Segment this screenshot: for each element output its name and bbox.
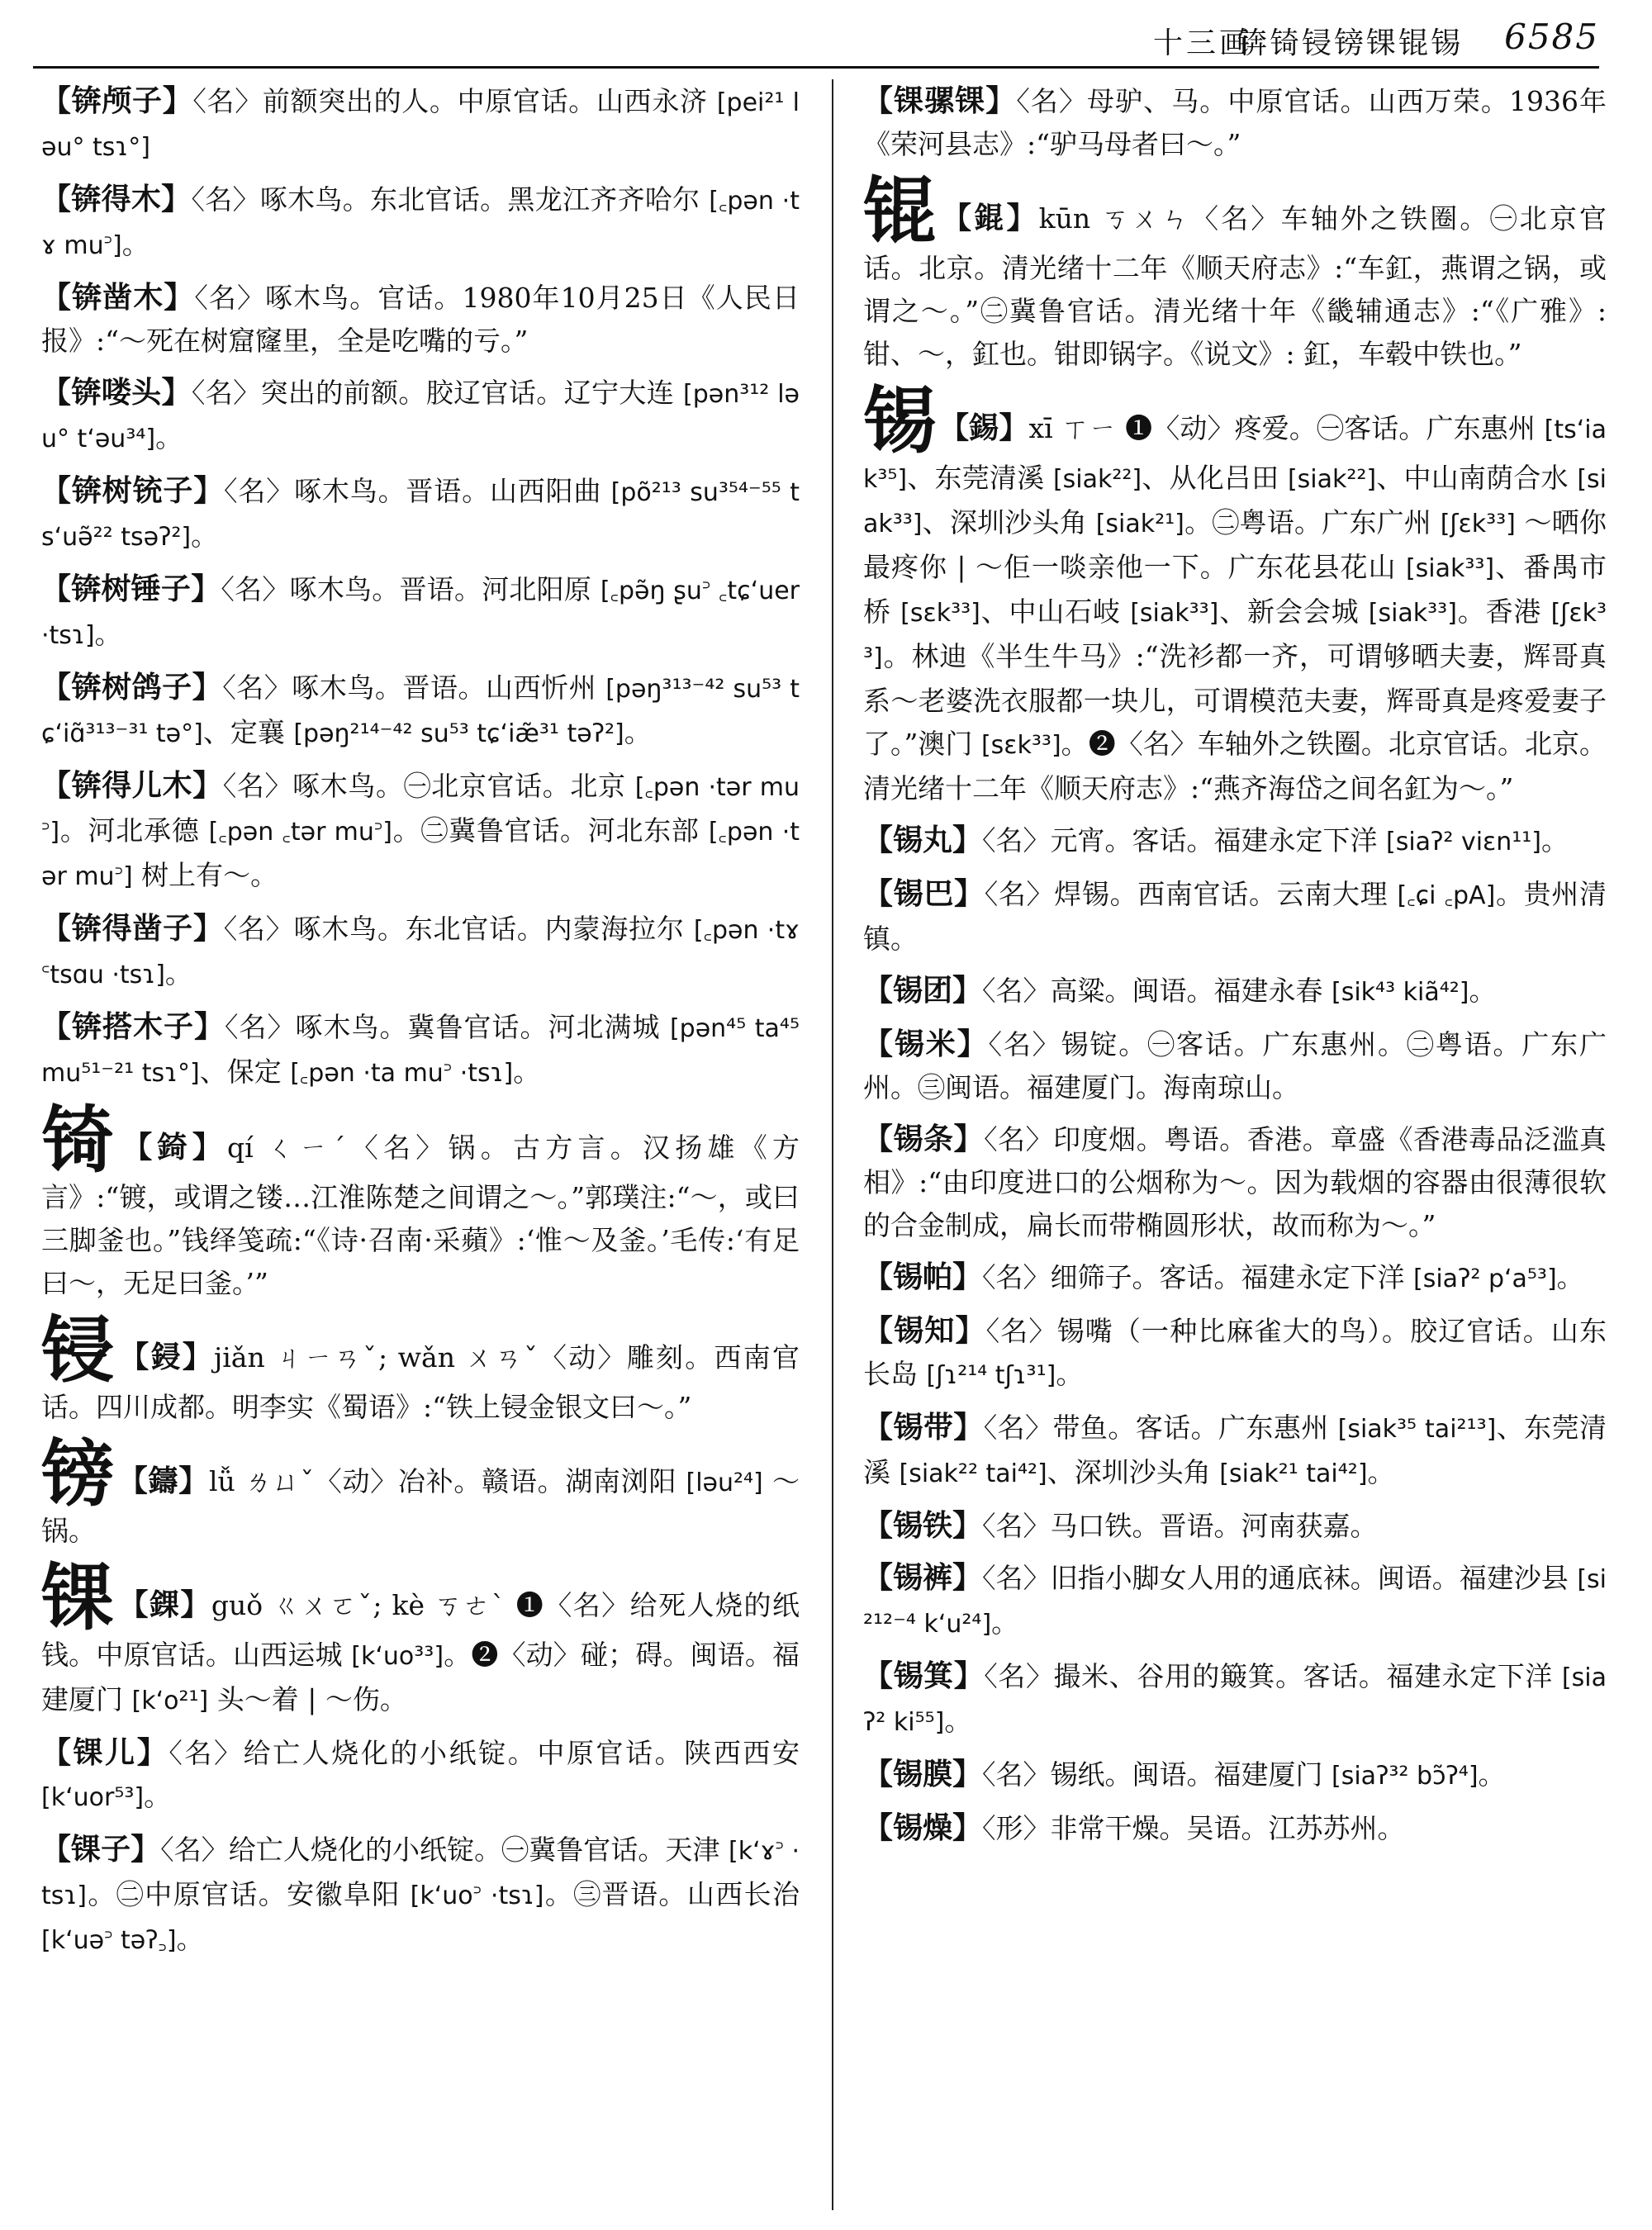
stroke-section-label: 十三画 bbox=[1152, 26, 1252, 60]
left-column bbox=[41, 79, 800, 2218]
entry-qi-head: 锜 【錡】qí ㄑㄧˊ〈名〉锅。古方言。汉扬雄《方言》:“镀，或谓之镂…江淮陈楚之间谓之～。”郭璞注:“～，或曰三脚釜也。”钱绎笺疏:“《诗·召南·采蘋》:‘惟～及釜。’毛传:‘有足曰～，无足曰釜。’” bbox=[41, 1097, 800, 1299]
entry-pen-de-mu: 【锛得木】〈名〉啄木鸟。东北官话。黑龙江齐齐哈尔 [꜀pən ·tɤ mu꜄]。 bbox=[41, 182, 800, 260]
entry-ke-er: 【锞儿】〈名〉给亡人烧化的小纸锭。中原官话。陕西西安 [k‘uor⁵³]。 bbox=[41, 1735, 800, 1812]
running-header bbox=[33, 15, 1599, 69]
entry-xi-tie: 【锡铁】〈名〉马口铁。晋语。河南获嘉。 bbox=[863, 1508, 1378, 1543]
entry-pen-shu-chong-zi: 【锛树铳子】〈名〉啄木鸟。晋语。山西阳曲 [põ²¹³ su³⁵⁴⁻⁵⁵ ts‘uə̃²² tsəʔ²]。 bbox=[41, 473, 800, 552]
entry-pen-de-er-mu: 【锛得儿木】〈名〉啄木鸟。㊀北京官话。北京 [꜀pən ·tər mu꜄]。河北承德 [꜀pən ꜀tər mu꜄]。㊁冀鲁官话。河北东部 [꜀pən ·tər mu꜄] 树上有～。 bbox=[41, 768, 800, 891]
entry-xi-ji: 【锡箕】〈名〉撮米、谷用的簸箕。客话。福建永定下洋 [siaʔ² ki⁵⁵]。 bbox=[863, 1658, 1607, 1737]
entry-xi-pa: 【锡帕】〈名〉细筛子。客话。福建永定下洋 [siaʔ² p‘a⁵³]。 bbox=[863, 1260, 1584, 1294]
entry-xi-tuan: 【锡团】〈名〉高粱。闽语。福建永春 [sik⁴³ kiã⁴²]。 bbox=[863, 973, 1497, 1008]
entry-xi-dai: 【锡带】〈名〉带鱼。客话。广东惠州 [siak³⁵ tai²¹³]、东莞清溪 [siak²² tai⁴²]、深圳沙头角 [siak²¹ tai⁴²]。 bbox=[863, 1410, 1607, 1488]
entry-pen-shu-chui-zi: 【锛树锤子】〈名〉啄木鸟。晋语。河北阳原 [꜀pə̃ŋ ʂu꜄ ꜀tɕ‘uer ·tsɿ]。 bbox=[41, 572, 800, 650]
entry-pen-lou-tou: 【锛喽头】〈名〉突出的前额。胶辽官话。辽宁大连 [pən³¹² ləu° t‘əu³⁴]。 bbox=[41, 375, 800, 453]
entry-xi-zhi: 【锡知】〈名〉锡嘴（一种比麻雀大的鸟）。胶辽官话。山东长岛 [ʃɿ²¹⁴ tʃɿ³¹]。 bbox=[863, 1313, 1607, 1390]
entry-xi-zao: 【锡燥】〈形〉非常干燥。吴语。江苏苏州。 bbox=[863, 1810, 1405, 1845]
entry-jian-head: 锓 【鋟】jiǎn ㄐㄧㄢˇ; wǎn ㄨㄢˇ〈动〉雕刻。西南官话。四川成都。明李实《蜀语》:“铁上锓金银文曰～。” bbox=[41, 1307, 800, 1423]
entry-xi-wan: 【锡丸】〈名〉元宵。客话。福建永定下洋 [siaʔ² viɛn¹¹]。 bbox=[863, 823, 1569, 857]
entry-ke-zi: 【锞子】〈名〉给亡人烧化的小纸锭。㊀冀鲁官话。天津 [k‘ɤ꜄ ·tsɿ]。㊁中原官话。安徽阜阳 [k‘uo꜄ ·tsɿ]。㊂晋语。山西长治 [k‘uə꜄ təʔ꜆]。 bbox=[41, 1832, 800, 1955]
entry-pen-zao-mu: 【锛凿木】〈名〉啄木鸟。官话。1980年10月25日《人民日报》:“～死在树窟窿里，全是吃嘴的亏。” bbox=[41, 280, 800, 357]
entry-xi-mo: 【锡膜】〈名〉锡纸。闽语。福建厦门 [siaʔ³² bɔ̃ʔ⁴]。 bbox=[863, 1757, 1506, 1791]
entry-xi-ba: 【锡巴】〈名〉焊锡。西南官话。云南大理 [꜀ɕi ꜀pA]。贵州清镇。 bbox=[863, 876, 1607, 955]
entry-pen-da-mu-zi: 【锛搭木子】〈名〉啄木鸟。冀鲁官话。河北满城 [pən⁴⁵ ta⁴⁵ mu⁵¹⁻²¹ tsɿ°]、保定 [꜀pən ·ta mu꜄ ·tsɿ]。 bbox=[41, 1009, 800, 1088]
entry-pen-de-zao-zi: 【锛得凿子】〈名〉啄木鸟。东北官话。内蒙海拉尔 [꜀pən ·tɤ ꜂tsɑu ·tsɿ]。 bbox=[41, 911, 800, 989]
entry-pen-shu-ge-zi: 【锛树鸽子】〈名〉啄木鸟。晋语。山西忻州 [pəŋ³¹³⁻⁴² su⁵³ tɕ‘iɑ̃³¹³⁻³¹ tə°]、定襄 [pəŋ²¹⁴⁻⁴² su⁵³ tɕ‘iæ̃³¹ təʔ²]。 bbox=[41, 670, 800, 748]
entry-xi-ku: 【锡裤】〈名〉旧指小脚女人用的通底袜。闽语。福建沙县 [si²¹²⁻⁴ k‘u²⁴]。 bbox=[863, 1560, 1607, 1639]
header-characters: 锛锜锓镑锞锟锡 bbox=[1237, 26, 1463, 60]
column-divider bbox=[832, 79, 833, 2210]
entry-xi-head: 锡 【錫】xī ㄒㄧ ❶〈动〉疼爱。㊀客话。广东惠州 [ts‘iak³⁵]、东莞清溪 [siak²²]、从化吕田 [siak²²]、中山南荫合水 [siak³³]、深圳沙头角 [siak²¹]。㊁粤语。广东广州 [ʃɛk³³] ～晒你最疼你 | ～佢一啖亲他一下。广东花县花山 [siak³³]、番禺市桥 [sɛk³³]、中山石岐 [siak³³]、新会会城 [siak³³]。香港 [ʃɛk³³]。林迪《半生牛马》:“洗衫都一齐，可谓够晒夫妻，辉哥真系～老婆洗衣服都一块儿，可谓模范夫妻，辉哥真是疼爱妻子了。”澳门 [sɛk³³]。❷〈名〉车轴外之铁圈。北京官话。北京。清光绪十二年《顺天府志》:“燕齐海岱之间名釭为～。” bbox=[863, 377, 1607, 804]
entry-lv-head: 镑 【鑄】lǚ ㄌㄩˇ〈动〉冶补。赣语。湖南浏阳 [ləu²⁴] ～锅。 bbox=[41, 1431, 800, 1547]
entry-ke-luo-ke: 【锞骡锞】〈名〉母驴、马。中原官话。山西万荣。1936年《荣河县志》:“驴马母者曰～。” bbox=[863, 83, 1607, 160]
right-column bbox=[863, 79, 1607, 2218]
entry-xi-tiao: 【锡条】〈名〉印度烟。粤语。香港。章盛《香港毒品泛滥真相》:“由印度进口的公烟称为～。因为载烟的容器由很薄很软的合金制成，扁长而带椭圆形状，故而称为～。” bbox=[863, 1122, 1607, 1241]
entry-xi-mi: 【锡米】〈名〉锡锭。㊀客话。广东惠州。㊁粤语。广东广州。㊂闽语。福建厦门。海南琼山。 bbox=[863, 1027, 1607, 1103]
entry-guo-head: 锞 【錁】guǒ ㄍㄨㄛˇ; kè ㄎㄜˋ ❶〈名〉给死人烧的纸钱。中原官话。山西运城 [k‘uo³³]。❷〈动〉碰；碍。闽语。福建厦门 [k‘o²¹] 头～着 | ～伤。 bbox=[41, 1554, 800, 1715]
entry-pen-lu-zi: 【锛颅子】〈名〉前额突出的人。中原官话。山西永济 [pei²¹ ləu° tsɿ°] bbox=[41, 83, 800, 162]
entry-kun-head: 锟 【錕】kūn ㄎㄨㄣ〈名〉车轴外之铁圈。㊀北京官话。北京。清光绪十二年《顺天府志》:“车釭，燕谓之锅，或谓之～。”㊁冀鲁官话。清光绪十年《畿辅通志》:“《广雅》: 钳、～，釭也。钳即锅字。《说文》: 釭，车毂中铁也。” bbox=[863, 168, 1607, 370]
page-number: 6585 bbox=[1504, 17, 1599, 57]
